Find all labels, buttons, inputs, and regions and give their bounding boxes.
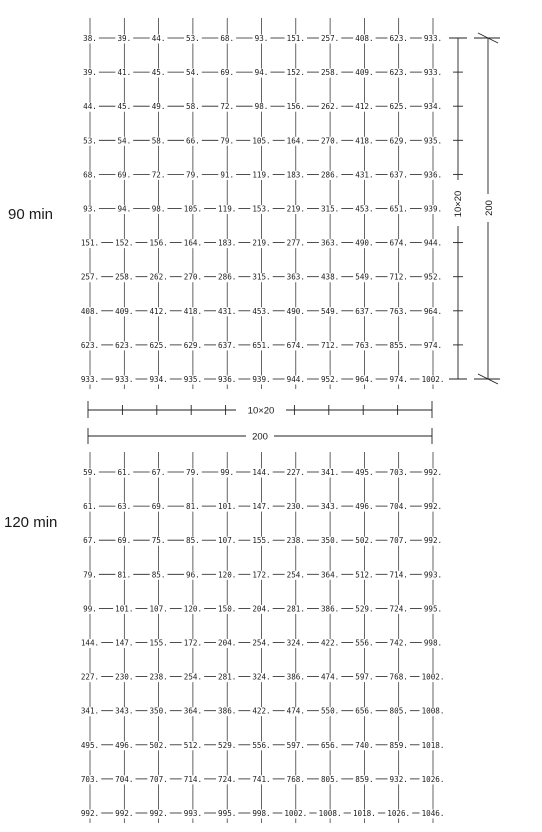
grid-value: 933. (115, 375, 134, 384)
grid-value: 474. (320, 672, 340, 682)
grid-value: 99. (83, 604, 97, 614)
grid-value: 68. (83, 170, 97, 180)
grid-value: 238. (286, 536, 305, 546)
grid-value: 952. (423, 272, 443, 282)
grid-value: 625. (149, 340, 168, 350)
grid-value: 763. (355, 340, 374, 350)
grid-value: 386. (286, 672, 305, 682)
grid-value: 151. (286, 34, 305, 43)
grid-value: 254. (286, 570, 305, 580)
grid-value: 94. (117, 204, 132, 214)
vertical-grid-label: 10×20 (453, 190, 464, 218)
grid-value: 204. (218, 638, 237, 648)
grid-value: 707. (389, 536, 408, 546)
grid-value: 53. (186, 34, 200, 43)
grid-value: 59. (83, 468, 97, 477)
grid-value: 651. (252, 340, 271, 350)
grid-value: 550. (320, 706, 340, 716)
grid-value: 431. (355, 170, 374, 180)
grid-value: 998. (252, 809, 271, 818)
grid-value: 995. (423, 604, 443, 614)
grid-value: 651. (389, 204, 408, 214)
grid-value: 934. (423, 102, 443, 112)
grid-value: 935. (423, 136, 443, 146)
grid-value: 96. (186, 570, 200, 580)
grid-value: 496. (355, 502, 374, 512)
grid-value: 85. (151, 570, 166, 580)
grid-value: 72. (151, 170, 166, 180)
grid-value: 992. (115, 809, 134, 818)
grid-value: 155. (252, 536, 271, 546)
grid-value: 364. (320, 570, 340, 580)
grid-value: 974. (423, 340, 443, 350)
label-90-min: 90 min (8, 206, 54, 223)
grid-value: 529. (355, 604, 374, 614)
grid-value: 156. (286, 102, 305, 112)
grid-value: 54. (117, 136, 132, 146)
grid-value: 155. (149, 638, 168, 648)
grid-value: 93. (83, 204, 97, 214)
grid-value: 409. (355, 68, 374, 78)
grid-value: 58. (151, 136, 166, 146)
grid-value: 964. (423, 306, 443, 316)
grid-value: 936. (218, 375, 237, 384)
grid-value: 63. (117, 502, 132, 512)
grid-value: 704. (115, 774, 134, 784)
grid-value: 495. (355, 468, 374, 477)
grid-value: 1018. (352, 809, 376, 818)
grid-value: 66. (186, 136, 200, 146)
grid-value: 805. (320, 774, 340, 784)
grid-value: 714. (183, 774, 203, 784)
grid-value: 105. (252, 136, 271, 146)
grid-value: 230. (115, 672, 134, 682)
grid-value: 1002. (421, 375, 445, 384)
grid-value: 363. (286, 272, 305, 282)
grid-value: 629. (389, 136, 408, 146)
grid-value: 386. (320, 604, 340, 614)
grid-value: 597. (286, 740, 305, 750)
grid-value: 98. (151, 204, 166, 214)
grid-value: 637. (389, 170, 408, 180)
grid-value: 704. (389, 502, 408, 512)
grid-120-min (80, 452, 446, 823)
vertical-total-label: 200 (484, 200, 495, 216)
grid-value: 502. (355, 536, 374, 546)
grid-value: 94. (254, 68, 269, 78)
grid-value: 79. (83, 570, 97, 580)
grid-value: 474. (286, 706, 305, 716)
grid-value: 79. (186, 468, 200, 477)
grid-90-min (80, 18, 446, 389)
grid-value: 343. (115, 706, 134, 716)
grid-value: 75. (151, 536, 166, 546)
grid-value: 120. (218, 570, 237, 580)
grid-value: 412. (355, 102, 374, 112)
grid-value: 556. (252, 740, 271, 750)
grid-value: 623. (115, 340, 134, 350)
grid-value: 258. (115, 272, 134, 282)
grid-value: 724. (218, 774, 237, 784)
grid-value: 69. (117, 170, 132, 180)
grid-value: 674. (286, 340, 305, 350)
grid-value: 350. (320, 536, 340, 546)
grid-value: 350. (149, 706, 168, 716)
grid-value: 412. (149, 306, 168, 316)
grid-value: 944. (423, 238, 443, 248)
grid-value: 341. (320, 468, 340, 477)
grid-value: 703. (80, 774, 100, 784)
grid-value: 151. (80, 238, 100, 248)
grid-value: 270. (183, 272, 203, 282)
grid-value: 549. (355, 272, 374, 282)
grid-value: 53. (83, 136, 97, 146)
grid-value: 768. (286, 774, 305, 784)
grid-value: 993. (423, 570, 443, 580)
grid-value: 72. (220, 102, 235, 112)
grid-value: 38. (83, 34, 97, 43)
grid-value: 703. (389, 468, 408, 477)
grid-value: 81. (117, 570, 132, 580)
grid-value: 992. (423, 536, 443, 546)
grid-value: 315. (320, 204, 340, 214)
grid-value: 164. (183, 238, 203, 248)
grid-value: 936. (423, 170, 443, 180)
grid-value: 150. (218, 604, 237, 614)
grid-value: 44. (151, 34, 166, 43)
grid-value: 656. (355, 706, 374, 716)
grid-value: 933. (423, 34, 443, 43)
grid-value: 453. (252, 306, 271, 316)
grid-value: 69. (220, 68, 235, 78)
grid-value: 1002. (421, 672, 445, 682)
grid-value: 637. (355, 306, 374, 316)
grid-value: 707. (149, 774, 168, 784)
grid-value: 992. (149, 809, 168, 818)
grid-value: 964. (355, 375, 374, 384)
grid-value: 286. (320, 170, 340, 180)
grid-value: 277. (286, 238, 305, 248)
grid-value: 61. (83, 502, 97, 512)
horizontal-dimension (88, 401, 432, 444)
grid-value: 363. (320, 238, 340, 248)
grid-value: 69. (151, 502, 166, 512)
grid-value: 1008. (318, 809, 342, 818)
grid-value: 623. (389, 34, 408, 43)
grid-value: 85. (186, 536, 200, 546)
grid-value: 408. (80, 306, 100, 316)
grid-value: 99. (220, 468, 235, 477)
grid-value: 1046. (421, 809, 445, 818)
grid-value: 408. (355, 34, 374, 43)
grid-value: 935. (183, 375, 203, 384)
grid-value: 623. (389, 68, 408, 78)
grid-value: 1002. (284, 809, 308, 818)
grid-value: 490. (286, 306, 305, 316)
grid-value: 281. (286, 604, 305, 614)
grid-value: 44. (83, 102, 97, 112)
grid-value: 343. (320, 502, 340, 512)
grid-value: 859. (355, 774, 374, 784)
grid-value: 714. (389, 570, 408, 580)
grid-value: 712. (320, 340, 340, 350)
grid-value: 939. (252, 375, 271, 384)
grid-value: 120. (183, 604, 203, 614)
grid-value: 422. (252, 706, 271, 716)
grid-value: 933. (423, 68, 443, 78)
grid-value: 119. (252, 170, 271, 180)
grid-value: 763. (389, 306, 408, 316)
grid-value: 549. (320, 306, 340, 316)
grid-value: 67. (151, 468, 166, 477)
grid-value: 315. (252, 272, 271, 282)
grid-value: 623. (80, 340, 100, 350)
grid-value: 219. (286, 204, 305, 214)
grid-value: 58. (186, 102, 200, 112)
grid-value: 262. (149, 272, 168, 282)
grid-value: 153. (252, 204, 271, 214)
grid-value: 995. (218, 809, 237, 818)
grid-value: 144. (252, 468, 271, 477)
grid-value: 41. (117, 68, 132, 78)
grid-value: 227. (80, 672, 100, 682)
grid-value: 101. (218, 502, 237, 512)
grid-value: 364. (183, 706, 203, 716)
grid-value: 230. (286, 502, 305, 512)
grid-value: 262. (320, 102, 340, 112)
grid-value: 418. (355, 136, 374, 146)
grid-value: 629. (183, 340, 203, 350)
grid-value: 495. (80, 740, 100, 750)
grid-value: 147. (115, 638, 134, 648)
grid-value: 712. (389, 272, 408, 282)
grid-value: 768. (389, 672, 408, 682)
grid-value: 324. (252, 672, 271, 682)
grid-value: 258. (320, 68, 340, 78)
grid-value: 1008. (421, 706, 445, 716)
grid-value: 490. (355, 238, 374, 248)
grid-value: 119. (218, 204, 237, 214)
grid-value: 254. (183, 672, 203, 682)
grid-value: 61. (117, 468, 132, 477)
grid-value: 742. (389, 638, 408, 648)
grid-value: 438. (320, 272, 340, 282)
grid-value: 172. (252, 570, 271, 580)
grid-value: 512. (355, 570, 374, 580)
grid-value: 502. (149, 740, 168, 750)
grid-value: 805. (389, 706, 408, 716)
grid-value: 1026. (421, 774, 445, 784)
grid-value: 81. (186, 502, 200, 512)
grid-value: 933. (80, 375, 100, 384)
grid-value: 93. (254, 34, 269, 43)
grid-value: 859. (389, 740, 408, 750)
grid-value: 855. (389, 340, 408, 350)
grid-value: 227. (286, 468, 305, 477)
grid-value: 993. (183, 809, 203, 818)
grid-value: 324. (286, 638, 305, 648)
grid-value: 49. (151, 102, 166, 112)
grid-value: 67. (83, 536, 97, 546)
grid-value: 386. (218, 706, 237, 716)
grid-value: 219. (252, 238, 271, 248)
grid-value: 286. (218, 272, 237, 282)
grid-value: 107. (218, 536, 237, 546)
grid-value: 1026. (387, 809, 411, 818)
grid-value: 54. (186, 68, 200, 78)
grid-value: 204. (252, 604, 271, 614)
grid-value: 281. (218, 672, 237, 682)
grid-value: 238. (149, 672, 168, 682)
grid-value: 453. (355, 204, 374, 214)
grid-value: 992. (423, 502, 443, 512)
grid-value: 91. (220, 170, 235, 180)
horizontal-total-label: 200 (252, 431, 268, 443)
grid-value: 597. (355, 672, 374, 682)
grid-value: 998. (423, 638, 443, 648)
grid-value: 152. (115, 238, 134, 248)
label-120-min: 120 min (4, 514, 58, 531)
grid-value: 69. (117, 536, 132, 546)
grid-value: 183. (218, 238, 237, 248)
grid-value: 68. (220, 34, 235, 43)
grid-value: 992. (80, 809, 100, 818)
grid-value: 741. (252, 774, 271, 784)
grid-value: 1018. (421, 740, 445, 750)
grid-value: 254. (252, 638, 271, 648)
grid-value: 257. (80, 272, 100, 282)
grid-value: 512. (183, 740, 203, 750)
grid-value: 270. (320, 136, 340, 146)
grid-value: 341. (80, 706, 100, 716)
grid-value: 952. (320, 375, 340, 384)
grid-value: 422. (320, 638, 340, 648)
grid-value: 98. (254, 102, 269, 112)
grid-value: 39. (83, 68, 97, 78)
grid-value: 45. (151, 68, 166, 78)
grid-value: 164. (286, 136, 305, 146)
grid-value: 934. (149, 375, 168, 384)
grid-value: 724. (389, 604, 408, 614)
horizontal-grid-label: 10×20 (247, 405, 275, 417)
grid-value: 144. (80, 638, 100, 648)
grid-value: 625. (389, 102, 408, 112)
grid-value: 172. (183, 638, 203, 648)
grid-value: 79. (186, 170, 200, 180)
grid-value: 674. (389, 238, 408, 248)
grid-value: 529. (218, 740, 237, 750)
grid-value: 183. (286, 170, 305, 180)
grid-value: 39. (117, 34, 132, 43)
grid-value: 79. (220, 136, 235, 146)
grid-value: 45. (117, 102, 132, 112)
vertical-dimension (449, 33, 500, 384)
grid-value: 656. (320, 740, 340, 750)
grid-value: 409. (115, 306, 134, 316)
grid-value: 974. (389, 375, 408, 384)
grid-value: 939. (423, 204, 443, 214)
grid-value: 152. (286, 68, 305, 78)
grid-value: 156. (149, 238, 168, 248)
grid-value: 740. (355, 740, 374, 750)
grid-value: 107. (149, 604, 168, 614)
grid-value: 932. (389, 774, 408, 784)
grid-value: 418. (183, 306, 203, 316)
grid-value: 556. (355, 638, 374, 648)
grid-value: 496. (115, 740, 134, 750)
grid-value: 101. (115, 604, 134, 614)
grid-value: 257. (320, 34, 340, 43)
grid-value: 992. (423, 468, 443, 477)
grid-value: 944. (286, 375, 305, 384)
grid-value: 431. (218, 306, 237, 316)
grid-value: 105. (183, 204, 203, 214)
grid-value: 637. (218, 340, 237, 350)
grid-value: 147. (252, 502, 271, 512)
